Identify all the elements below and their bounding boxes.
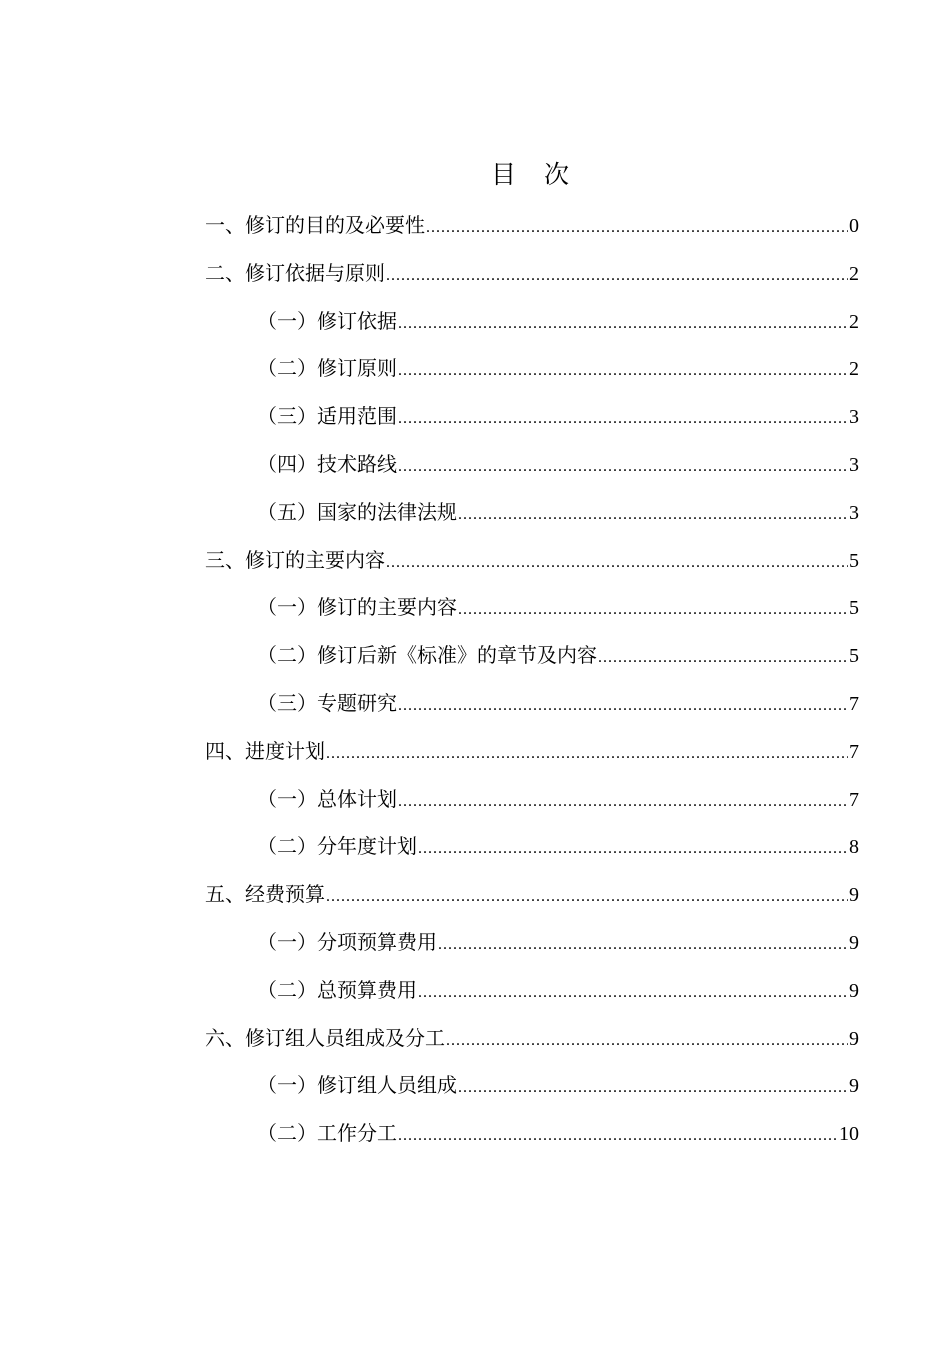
toc-entry-page: 2 xyxy=(849,358,859,381)
toc-entry-page: 0 xyxy=(849,215,859,237)
toc-entry[interactable] xyxy=(205,441,859,489)
toc-entry-label: （二）修订后新《标准》的章节及内容 xyxy=(257,643,597,668)
toc-dot-leader xyxy=(398,1112,838,1160)
toc-entry-label: （二）修订原则 xyxy=(257,356,397,381)
toc-entry-page: 7 xyxy=(849,692,859,715)
toc-entry[interactable] xyxy=(205,393,859,441)
toc-entry[interactable] xyxy=(205,823,859,871)
toc-entry-page: 5 xyxy=(849,597,859,620)
toc-entry[interactable] xyxy=(205,537,859,585)
toc-dot-leader xyxy=(418,969,848,1017)
toc-entry-label: （一）总体计划 xyxy=(257,786,397,811)
toc-dot-leader xyxy=(326,873,848,921)
toc-entry-label: 三、修订的主要内容 xyxy=(205,547,385,572)
toc-dot-leader xyxy=(446,1017,848,1065)
toc-entry-page: 8 xyxy=(849,836,859,859)
toc-entry[interactable] xyxy=(205,1062,859,1110)
toc-entry-page: 2 xyxy=(849,310,859,333)
toc-entry-label: （一）分项预算费用 xyxy=(257,929,437,954)
toc-entry-page: 9 xyxy=(849,979,859,1002)
toc-entry-label: （一）修订组人员组成 xyxy=(257,1073,457,1098)
toc-dot-leader xyxy=(418,825,848,873)
toc-entry-page: 7 xyxy=(849,788,859,811)
toc-dot-leader xyxy=(398,682,848,730)
toc-entry[interactable] xyxy=(205,680,859,728)
toc-entry-label: 六、修订组人员组成及分工 xyxy=(205,1025,445,1050)
toc-dot-leader xyxy=(398,778,848,826)
toc-entry[interactable] xyxy=(205,345,859,393)
toc-dot-leader xyxy=(426,204,848,252)
toc-entry[interactable] xyxy=(205,202,859,250)
toc-entry-page: 9 xyxy=(849,884,859,907)
toc-entry[interactable] xyxy=(205,967,859,1015)
toc-entry-label: 五、经费预算 xyxy=(205,882,325,907)
toc-entry[interactable] xyxy=(205,1015,859,1063)
toc-dot-leader xyxy=(398,347,848,395)
toc-dot-leader xyxy=(398,395,848,443)
toc-dot-leader xyxy=(326,730,848,778)
toc-dot-leader xyxy=(458,586,848,634)
toc-entry-label: （二）总预算费用 xyxy=(257,977,417,1002)
toc-entry-page: 10 xyxy=(839,1123,859,1146)
toc-entry-page: 9 xyxy=(849,931,859,954)
toc-entry-label: （三）适用范围 xyxy=(257,404,397,429)
toc-entry-page: 5 xyxy=(849,549,859,572)
toc-entry[interactable] xyxy=(205,489,859,537)
toc-entry-label: 四、进度计划 xyxy=(205,738,325,763)
toc-dot-leader xyxy=(458,491,848,539)
toc-entry-label: （四）技术路线 xyxy=(257,451,397,476)
toc-dot-leader xyxy=(398,443,848,491)
toc-dot-leader xyxy=(598,634,848,682)
toc-entry[interactable] xyxy=(205,728,859,776)
toc-entry[interactable] xyxy=(205,919,859,967)
toc-entry[interactable] xyxy=(205,250,859,298)
toc-dot-leader xyxy=(386,539,848,587)
toc-entry-page: 9 xyxy=(849,1075,859,1098)
toc-dot-leader xyxy=(398,300,848,348)
toc-entry-page: 3 xyxy=(849,453,859,476)
toc-entry-label: （二）分年度计划 xyxy=(257,834,417,859)
toc-entry[interactable] xyxy=(205,1110,859,1158)
toc-entry-label: 一、修订的目的及必要性 xyxy=(205,213,425,237)
toc-entry-label: （五）国家的法律法规 xyxy=(257,499,457,524)
toc-dot-leader xyxy=(438,921,848,969)
toc-title: 目 次 xyxy=(491,160,579,189)
toc-entry-label: 二、修订依据与原则 xyxy=(205,260,385,285)
toc-entry-page: 7 xyxy=(849,740,859,763)
toc-entry-page: 3 xyxy=(849,501,859,524)
toc-dot-leader xyxy=(458,1064,848,1112)
toc-entry-label: （二）工作分工 xyxy=(257,1121,397,1146)
toc-entry[interactable] xyxy=(205,584,859,632)
toc-entry-page: 3 xyxy=(849,406,859,429)
toc-entry-page: 5 xyxy=(849,645,859,668)
toc-entry[interactable] xyxy=(205,632,859,680)
toc-list xyxy=(205,202,859,1158)
toc-entry-label: （三）专题研究 xyxy=(257,690,397,715)
toc-entry-label: （一）修订的主要内容 xyxy=(257,595,457,620)
toc-dot-leader xyxy=(386,252,848,300)
toc-entry-page: 2 xyxy=(849,262,859,285)
toc-entry[interactable] xyxy=(205,871,859,919)
toc-entry[interactable] xyxy=(205,776,859,824)
toc-entry-label: （一）修订依据 xyxy=(257,308,397,333)
toc-entry-page: 9 xyxy=(849,1027,859,1050)
toc-entry[interactable] xyxy=(205,298,859,346)
